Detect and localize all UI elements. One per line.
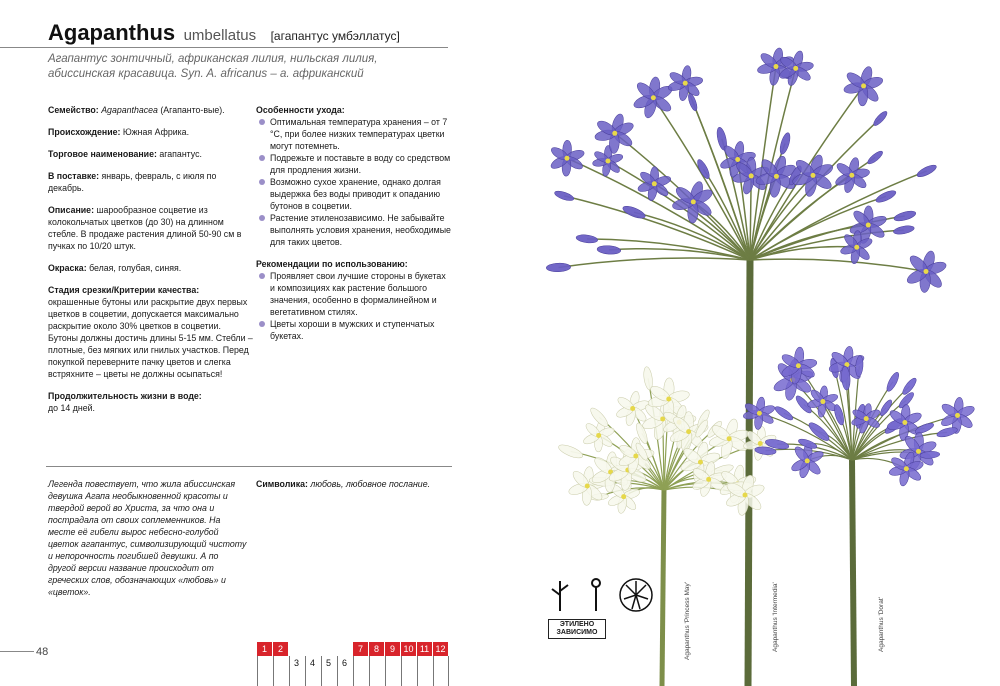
flower (582, 419, 615, 453)
month-cell: 9 (385, 642, 401, 656)
symbolism-label: Символика: (256, 479, 308, 489)
month-cell: 8 (369, 642, 385, 656)
flower (940, 397, 976, 434)
list-item: Проявляет свои лучшие стороны в букетах и композициях как растение большого значения, особенно в формалинейном и вегетативном стилях. (256, 270, 452, 318)
bud (936, 426, 959, 439)
family-label: Семейство: (48, 105, 99, 115)
list-item: Цветы хороши в мужских и ступенчатых букетах. (256, 318, 452, 342)
bud (778, 132, 792, 156)
origin-label: Происхождение: (48, 127, 121, 137)
description-value: шарообразное соцветие из колокольчатых цветков (до 30) на длинном стебле. В продаже растения длиной 50-90 см в пучках по 10/20 штук. (48, 205, 242, 251)
symbolism (256, 478, 452, 490)
page-number: 48 (36, 646, 49, 658)
flower (834, 157, 870, 194)
month-cell: 2 (273, 642, 289, 656)
supply-label: В поставке: (48, 171, 100, 181)
color-block (48, 262, 253, 274)
vase-life-block (48, 390, 253, 414)
origin-value: Южная Африка. (120, 127, 190, 137)
flower (843, 65, 884, 106)
list-item: Оптимальная температура хранения – от 7 °С, при более низких температурах цветки могут потемнеть. (256, 116, 452, 152)
month-cell: 7 (353, 642, 369, 656)
family-latin: Agapanthacea (101, 105, 158, 115)
trade-name-value: агапантус. (156, 149, 202, 159)
month-cell: 11 (417, 642, 433, 656)
family-value: (Агапанто-вые). (157, 105, 225, 115)
bud (546, 263, 571, 272)
family-block (48, 104, 253, 116)
vase-life-value: до 14 дней. (48, 403, 95, 413)
vase-life-label: Продолжительность жизни в воде: (48, 391, 202, 401)
flower (905, 250, 948, 293)
flower (807, 386, 839, 418)
month-ticks (257, 656, 449, 686)
bud (807, 420, 832, 443)
bud (576, 234, 599, 244)
list-item: Возможно сухое хранение, однако долгая выдержка без воды приводит к опаданию бутонов в соцветии. (256, 176, 452, 212)
stem-white (662, 490, 664, 686)
description-label: Описание: (48, 205, 94, 215)
legend-text: Легенда повествует, что жила абиссинская девушка Агапа необыкновенной красоты и твердой верой во Христа, за что она и пострадала от своих соплеменников. На месте её гибели вырос небесно-голубой цветок агапантус, символизирующий чистоту и непорочность погибшей девушки. А по другой версии название происходит от греческих слов, обозначающих «любовь» и «цветок». (48, 479, 247, 597)
caption-intermedia: Agapanthus 'Intermedia' (772, 582, 779, 652)
bud (597, 245, 621, 255)
month-cell: 5 (321, 656, 337, 670)
caption-dorat: Agapanthus 'Dorat' (878, 597, 885, 652)
flower (549, 140, 585, 176)
trade-name-label: Торговое наименование: (48, 149, 157, 159)
bud (554, 189, 575, 202)
cut-stage-block (48, 284, 253, 380)
page-title (48, 20, 400, 46)
right-umbel-flowers (743, 346, 976, 487)
cut-stage-label: Стадия срезки/Критерии качества: (48, 285, 200, 295)
latin-name: Agapanthus (48, 20, 176, 45)
bud (773, 404, 794, 422)
month-cell: 12 (433, 642, 449, 656)
usage-heading: Рекомендации по использованию: (256, 259, 408, 269)
description-block (48, 204, 253, 252)
cut-stem-icon (552, 581, 568, 611)
stem-tall (748, 260, 750, 686)
flower (594, 113, 635, 154)
right-column (256, 104, 452, 342)
left-column (48, 104, 253, 424)
origin-block (48, 126, 253, 138)
month-cell: 4 (305, 656, 321, 670)
bud (866, 149, 884, 166)
caption-princess-may: Agapanthus 'Princess May' (684, 582, 691, 660)
month-cell: 6 (337, 656, 353, 670)
ethylene-badge: ЭТИЛЕНО ЗАВИСИМО (548, 619, 606, 639)
flower-head-icon (620, 579, 652, 611)
usage-list (256, 270, 452, 342)
species-name: umbellatus (183, 27, 257, 44)
bud (872, 110, 889, 128)
bud (893, 224, 915, 235)
title-divider (0, 47, 448, 48)
transcription: [агапантус умбэллатус] (270, 29, 400, 43)
bud (557, 442, 584, 460)
footer-rule (0, 651, 34, 652)
care-heading: Особенности ухода: (256, 105, 345, 115)
color-value: белая, голубая, синяя. (86, 263, 182, 273)
month-cell: 1 (257, 642, 273, 656)
symbolism-value: любовь, любовное послание. (307, 479, 431, 489)
flower (667, 65, 703, 101)
section-divider (46, 466, 452, 467)
supply-block (48, 170, 253, 194)
list-item: Растение этиленозависимо. Не забывайте выполнять условия хранения, необходимые для таких цветов. (256, 212, 452, 248)
bud (885, 371, 901, 393)
bud (893, 209, 917, 223)
supply-value: январь, февраль, с июля по декабрь. (48, 171, 217, 193)
white-umbel-flowers (557, 366, 777, 516)
trade-name-block (48, 148, 253, 160)
subtitle: Агапантус зонтичный, африканская лилия, нильская лилия, абиссинская красавица. Syn. A. africanus – а. африканский (48, 53, 378, 80)
stem-right (852, 460, 854, 686)
color-label: Окраска: (48, 263, 87, 273)
list-item: Подрежьте и поставьте в воду со средством для продления жизни. (256, 152, 452, 176)
pin-icon (592, 579, 600, 611)
bud (916, 163, 938, 179)
bud (833, 404, 846, 426)
flower (632, 76, 674, 119)
care-list (256, 116, 452, 248)
cut-stage-value: окрашенные бутоны или раскрытие двух первых цветков в соцветии, допускается максимально раскрытие около 30% цветков в соцветии. Бутоны должны достичь длины 5-15 мм. Стебли – плотные, без мягких или гнилых участков. Перед покупкой переверните пачку цветов и слегка встряхните – цветы не должны осыпаться! (48, 297, 253, 379)
month-cell: 10 (401, 642, 417, 656)
month-cell: 3 (289, 656, 305, 670)
